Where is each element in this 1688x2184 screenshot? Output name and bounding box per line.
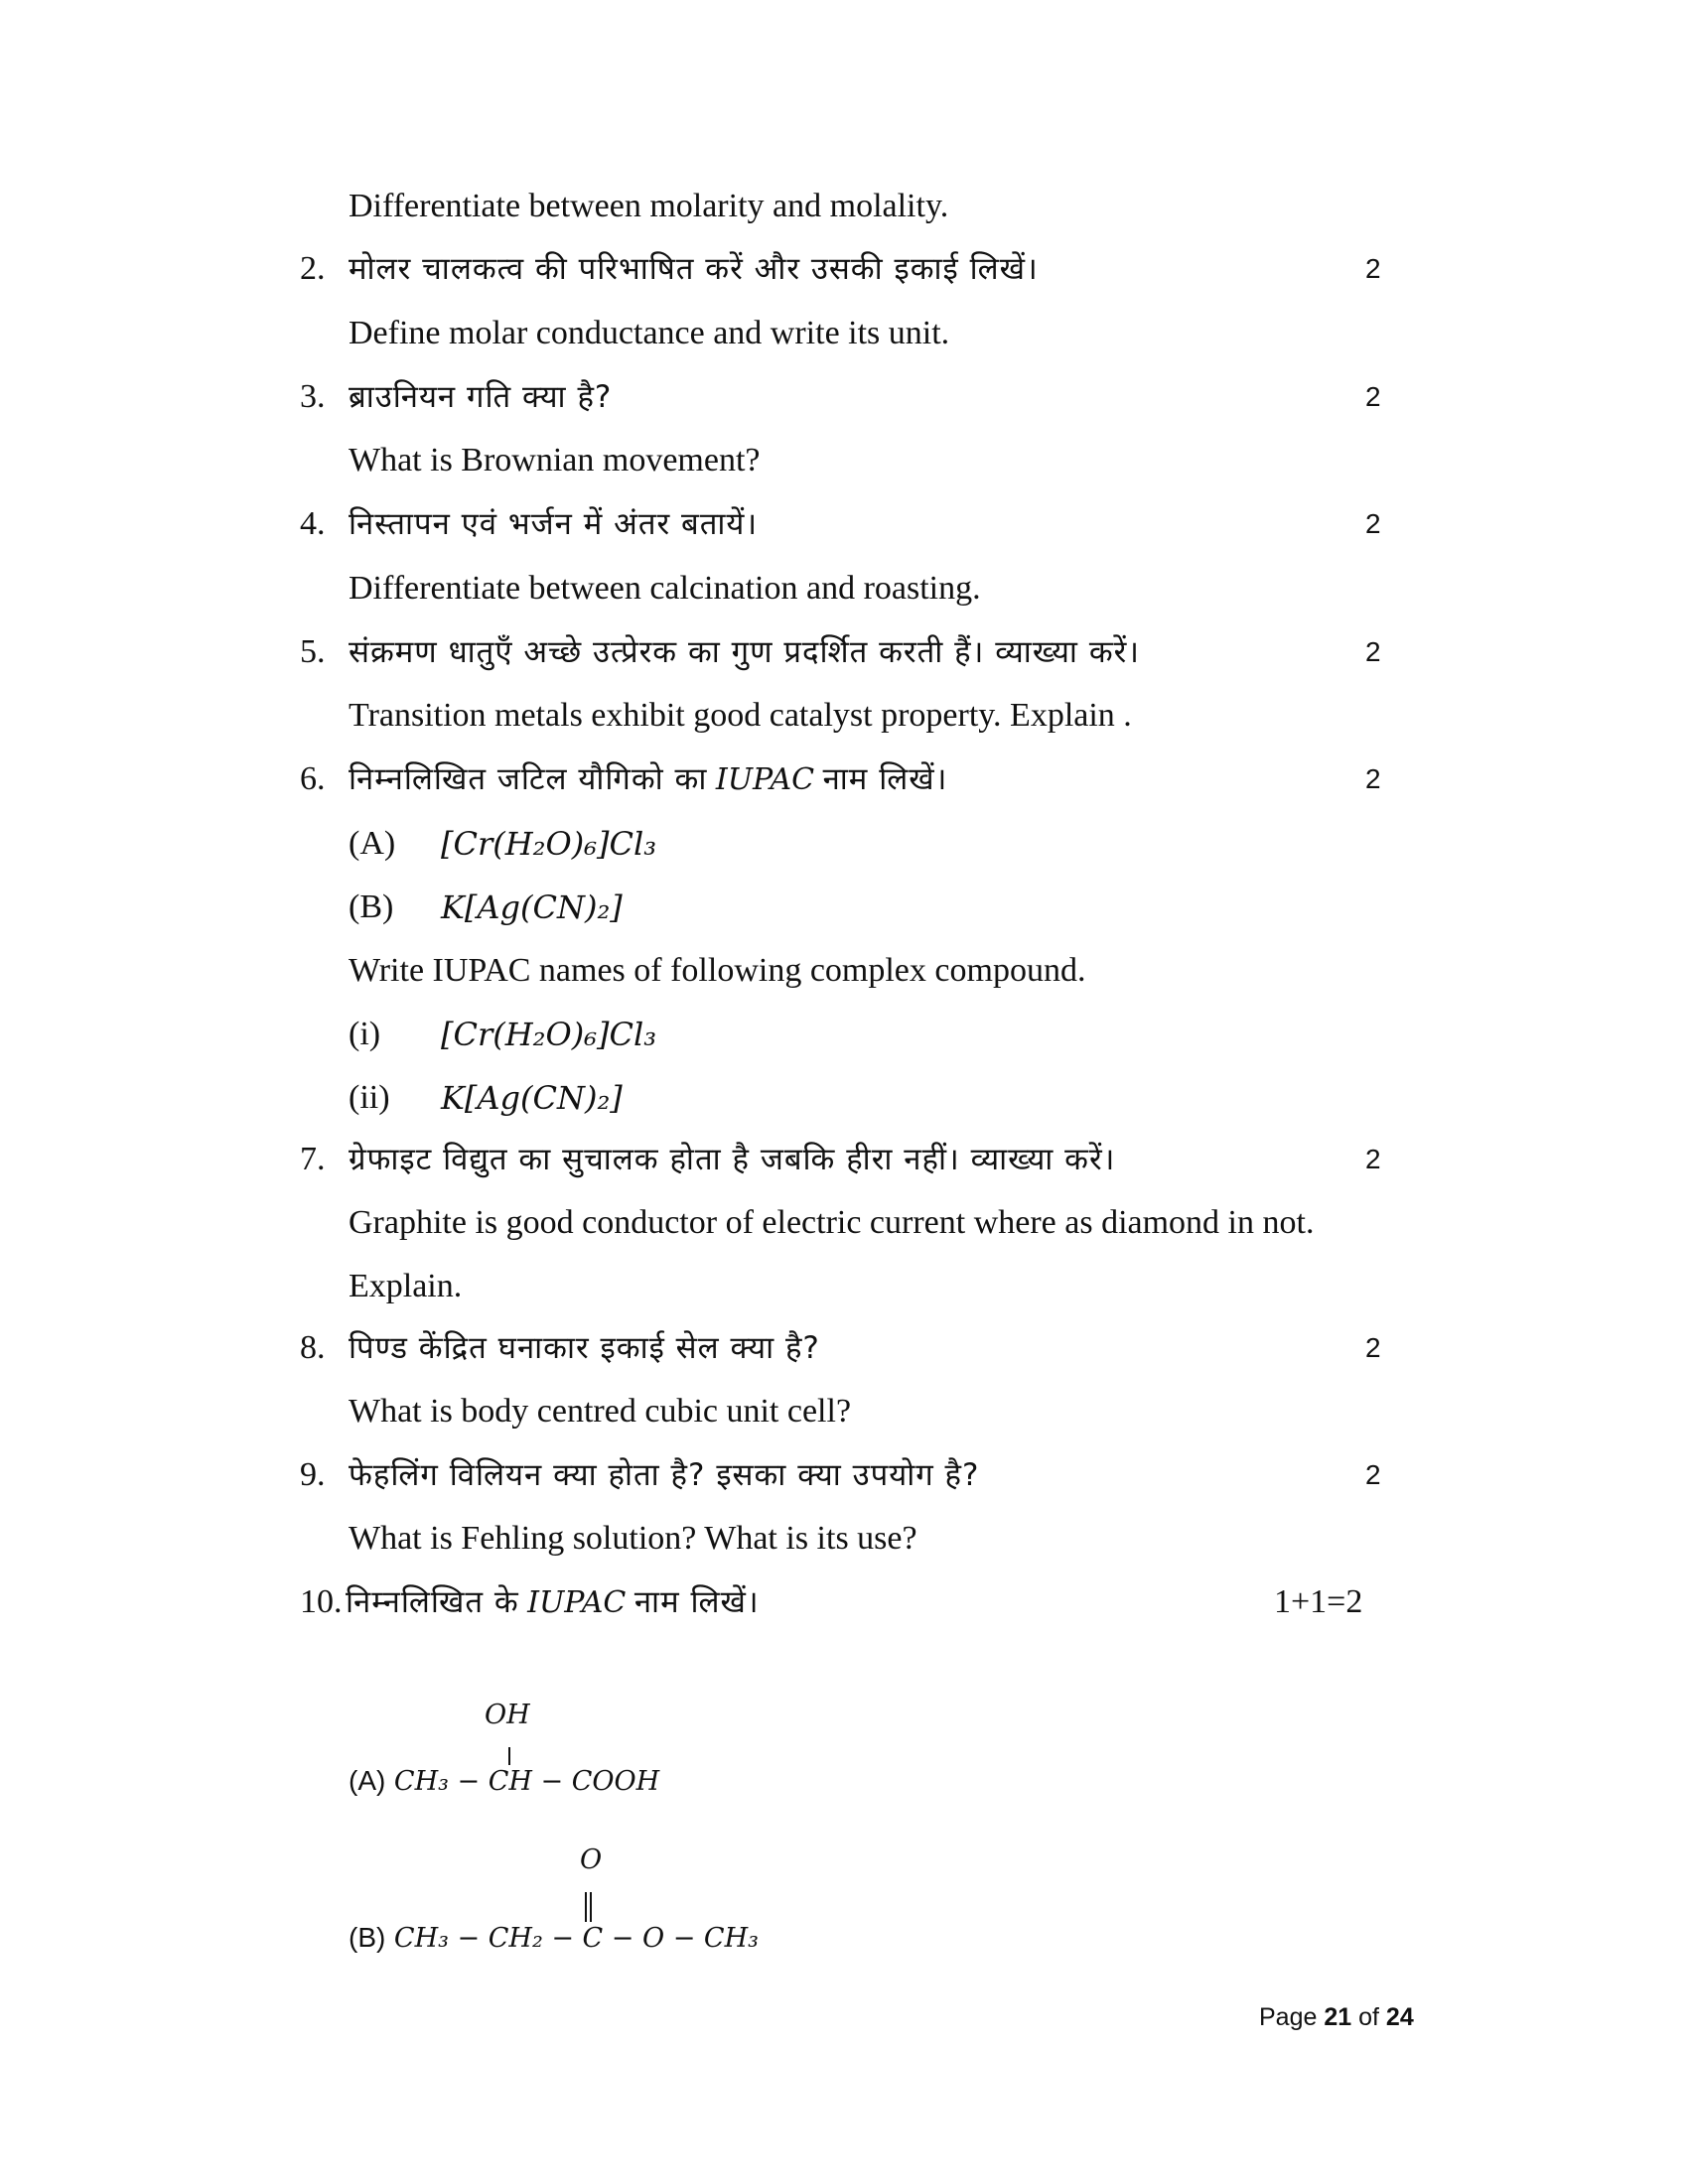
question-5-hindi [0,627,1688,677]
iupac-term: IUPAC [715,762,815,797]
english-text: What is body centred cubic unit cell? [349,1393,852,1430]
double-bond-line [585,1892,587,1922]
option-label: (A) [349,825,396,862]
question-7-english [0,1198,1688,1248]
question-number: 10. [300,1583,343,1620]
question-4-hindi [0,499,1688,549]
question-6-english [0,946,1688,996]
english-text: Write IUPAC names of following complex compound. [349,952,1086,989]
question-6-hindi [0,754,1688,804]
english-text: Explain. [349,1268,463,1304]
question-8-hindi [0,1323,1688,1373]
option-label: (i) [349,1016,381,1052]
question-5-english [0,691,1688,741]
question-4-english [0,564,1688,614]
marks: 2 [1365,763,1381,794]
single-bond [508,1747,510,1765]
formula: CH₃ − CH₂ − C − O − CH₃ [393,1923,759,1954]
hindi-text: ग्रेफाइट विद्युत का सुचालक होता है जबकि हीरा नहीं। व्याख्या करें। [349,1142,1116,1177]
option-ii [0,1073,1688,1123]
of-word: of [1358,2003,1379,2031]
question-3-hindi [0,372,1688,422]
english-text: Define molar conductance and write its unit. [349,315,950,351]
hindi-text: नाम लिखें। [633,1584,760,1620]
double-bond-line [590,1892,592,1922]
total-pages: 24 [1385,2003,1414,2031]
option-label: (B) [349,1922,386,1953]
question-9-hindi [0,1450,1688,1500]
option-label: (ii) [349,1079,390,1116]
formula: CH₃ − CH − COOH [393,1766,660,1797]
hindi-text: फेहलिंग विलियन क्या होता है? इसका क्या उपयोग है? [349,1457,980,1493]
option-label: (A) [349,1765,386,1796]
option-b [0,883,1688,932]
question-number: 5. [300,633,326,670]
marks: 2 [1365,381,1381,412]
hindi-text: निस्तापन एवं भर्जन में अंतर बतायें। [349,506,759,542]
english-text: Differentiate between molarity and molality. [349,188,949,224]
marks: 1+1=2 [1274,1583,1363,1620]
english-text: Graphite is good conductor of electric current where as diamond in not. [349,1204,1315,1241]
question-number: 4. [300,505,326,542]
question-number: 2. [300,250,326,287]
page-number [1259,2003,1414,2032]
substituent-group: O [580,1844,603,1875]
marks: 2 [1365,1144,1381,1174]
marks: 2 [1365,1332,1381,1363]
question-2-english [0,309,1688,358]
question-number: 8. [300,1329,326,1366]
question-number: 6. [300,760,326,797]
question-8-english [0,1387,1688,1436]
page-word: Page [1259,2003,1318,2031]
hindi-text: निम्नलिखित के [346,1584,519,1620]
english-text: What is Fehling solution? What is its use? [349,1520,917,1557]
question-1-english [0,182,1688,231]
iupac-term: IUPAC [527,1585,627,1620]
question-7-hindi [0,1135,1688,1184]
question-2-hindi [0,244,1688,294]
english-text: Differentiate between calcination and roasting. [349,570,981,607]
formula: [Cr(H₂O)₆]Cl₃ [441,1016,657,1053]
question-3-english [0,436,1688,485]
option-a [0,819,1688,869]
hindi-text: संक्रमण धातुएँ अच्छे उत्प्रेरक का गुण प्रदर्शित करती हैं। व्याख्या करें। [349,634,1141,670]
current-page: 21 [1324,2003,1352,2031]
hindi-text: नाम लिखें। [822,761,948,797]
english-text: What is Brownian movement? [349,442,761,478]
marks: 2 [1365,508,1381,539]
formula: [Cr(H₂O)₆]Cl₃ [441,825,657,863]
question-number: 7. [300,1141,326,1177]
question-10-hindi [0,1577,1688,1627]
marks: 2 [1365,1459,1381,1490]
question-number: 3. [300,378,326,415]
option-i [0,1010,1688,1059]
question-9-english [0,1514,1688,1564]
question-number: 9. [300,1456,326,1493]
question-7-english-cont [0,1262,1688,1311]
formula: K[Ag(CN)₂] [441,1079,623,1117]
hindi-text: निम्नलिखित जटिल यौगिको का [349,761,708,797]
marks: 2 [1365,636,1381,667]
hindi-text: पिण्ड केंद्रित घनाकार इकाई सेल क्या है? [349,1330,820,1366]
marks: 2 [1365,253,1381,284]
hindi-text: ब्राउनियन गति क्या है? [349,379,613,415]
option-label: (B) [349,888,394,925]
hindi-text: मोलर चालकत्व की परिभाषित करें और उसकी इकाई लिखें। [349,251,1039,287]
substituent-group: OH [485,1700,530,1730]
formula: K[Ag(CN)₂] [441,888,623,926]
english-text: Transition metals exhibit good catalyst property. Explain . [349,697,1132,734]
